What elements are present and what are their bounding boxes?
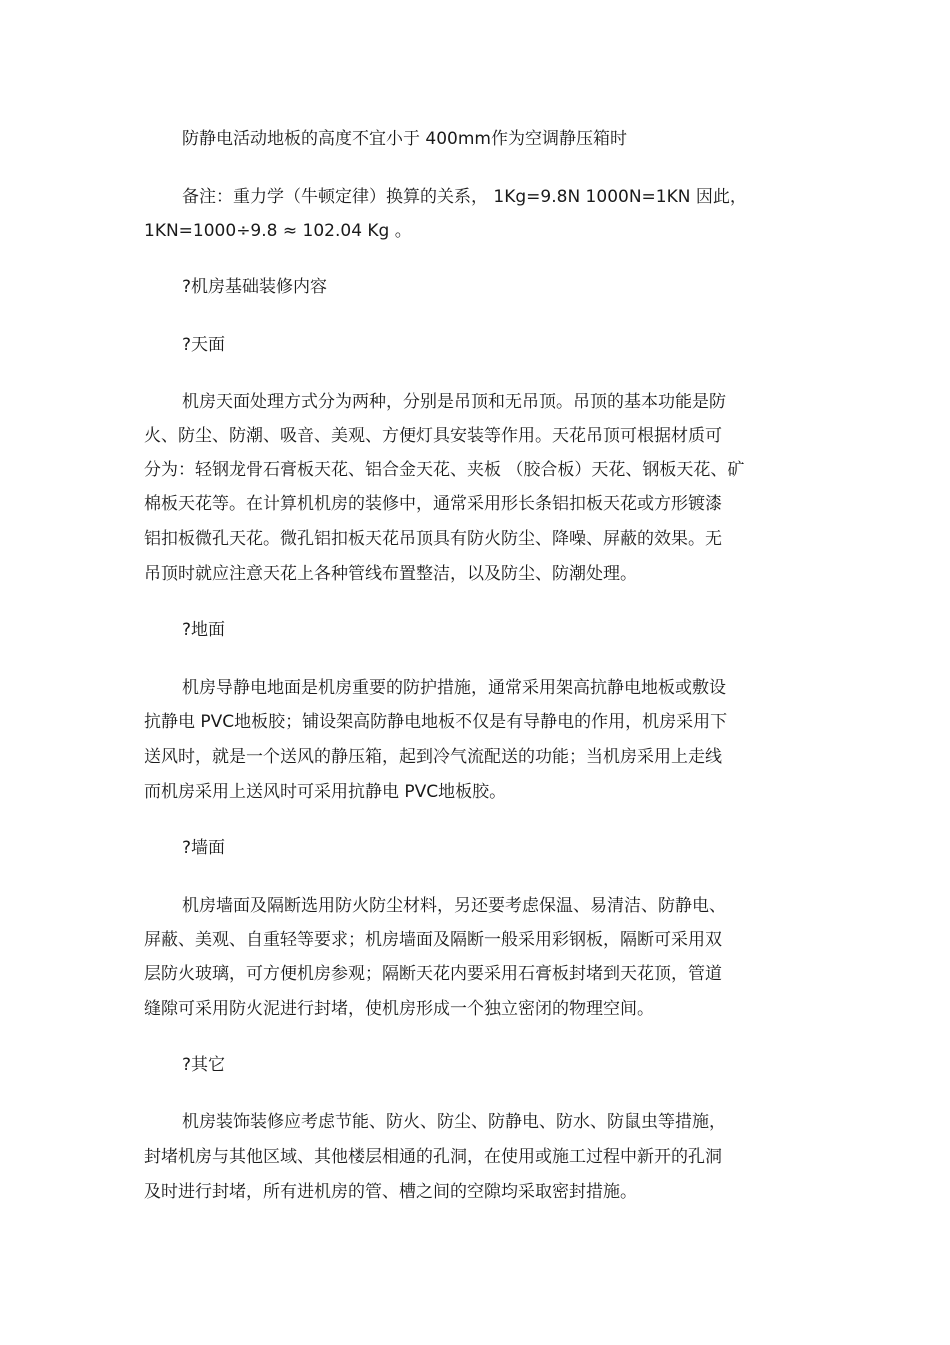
wall-paragraph-line: 层防火玻璃，可方便机房参观；隔断天花内要采用石膏板封堵到天花顶，管道 (144, 964, 722, 984)
ceiling-paragraph-line: 吊顶时就应注意天花上各种管线布置整洁，以及防尘、防潮处理。 (144, 564, 637, 584)
ceiling-paragraph-line: 分为：轻钢龙骨石膏板天花、铝合金天花、夹板 （胶合板）天花、钢板天花、矿 (144, 460, 745, 480)
wall-paragraph-line: 缝隙可采用防火泥进行封堵，使机房形成一个独立密闭的物理空间。 (144, 999, 654, 1019)
section-heading-other: ?其它 (182, 1055, 226, 1075)
floor-paragraph-line: 抗静电 PVC地板胶；铺设架高防静电地板不仅是有导静电的作用，机房采用下 (144, 712, 728, 732)
wall-paragraph-line: 屏蔽、美观、自重轻等要求；机房墙面及隔断一般采用彩钢板，隔断可采用双 (144, 930, 722, 950)
ceiling-paragraph-line: 机房天面处理方式分为两种，分别是吊顶和无吊顶。吊顶的基本功能是防 (182, 392, 726, 412)
other-paragraph-line: 机房装饰装修应考虑节能、防火、防尘、防静电、防水、防鼠虫等措施， (182, 1112, 726, 1132)
ceiling-paragraph-line: 火、防尘、防潮、吸音、美观、方便灯具安装等作用。天花吊顶可根据材质可 (144, 426, 722, 446)
floor-paragraph-line: 机房导静电地面是机房重要的防护措施，通常采用架高抗静电地板或敷设 (182, 678, 726, 698)
ceiling-paragraph-line: 铝扣板微孔天花。微孔铝扣板天花吊顶具有防火防尘、降噪、屏蔽的效果。无 (144, 529, 722, 549)
section-heading-main: ?机房基础装修内容 (182, 277, 328, 297)
paragraph-raised-floor-height: 防静电活动地板的高度不宜小于 400mm作为空调静压箱时 (182, 129, 627, 149)
other-paragraph-line: 封堵机房与其他区域、其他楼层相通的孔洞，在使用或施工过程中新开的孔洞 (144, 1147, 722, 1167)
other-paragraph-line: 及时进行封堵，所有进机房的管、槽之间的空隙均采取密封措施。 (144, 1182, 637, 1202)
section-heading-ceiling: ?天面 (182, 335, 226, 355)
section-heading-floor: ?地面 (182, 620, 226, 640)
section-heading-wall: ?墙面 (182, 838, 226, 858)
wall-paragraph-line: 机房墙面及隔断选用防火防尘材料，另还要考虑保温、易清洁、防静电、 (182, 896, 726, 916)
floor-paragraph-line: 而机房采用上送风时可采用抗静电 PVC地板胶。 (144, 782, 507, 802)
note-line-2: 1KN=1000÷9.8 ≈ 102.04 Kg 。 (144, 221, 412, 241)
note-line-1: 备注：重力学（牛顿定律）换算的关系， 1Kg=9.8N 1000N=1KN 因此， (182, 187, 747, 207)
ceiling-paragraph-line: 棉板天花等。在计算机机房的装修中，通常采用形长条铝扣板天花或方形镀漆 (144, 494, 722, 514)
floor-paragraph-line: 送风时，就是一个送风的静压箱，起到冷气流配送的功能；当机房采用上走线 (144, 747, 722, 767)
